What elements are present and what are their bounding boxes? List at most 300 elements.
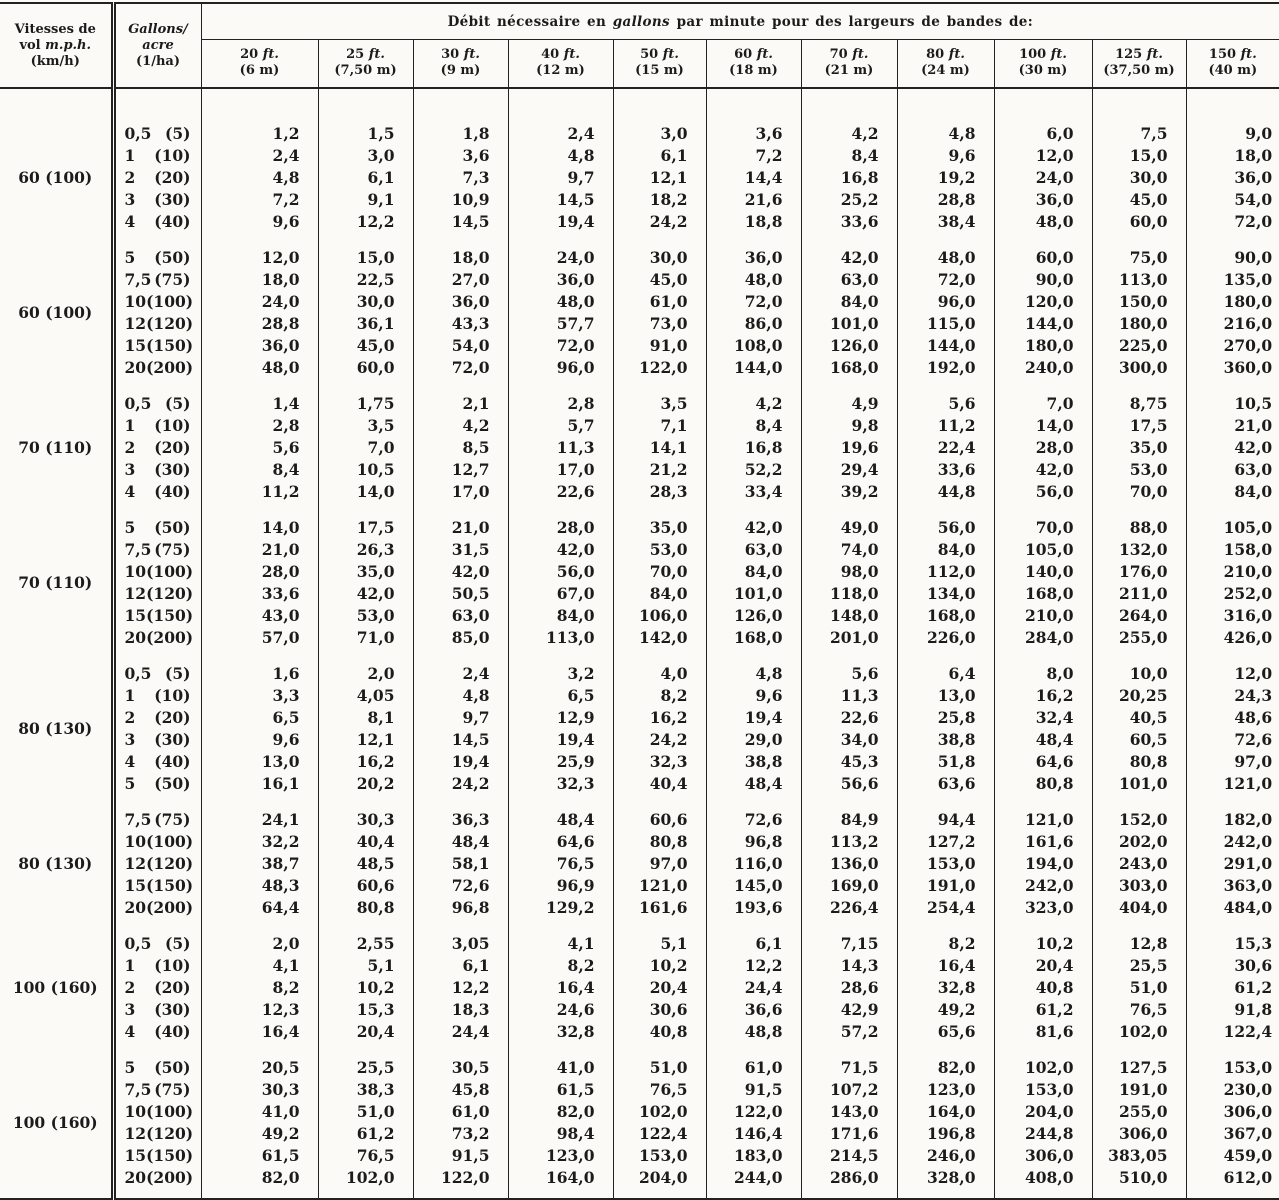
value-cell: 123,0 xyxy=(897,1079,994,1101)
value-cell: 84,0 xyxy=(508,605,613,627)
value-cell: 122,4 xyxy=(1186,1021,1279,1043)
table-row xyxy=(0,415,1279,437)
value-cell: 4,8 xyxy=(508,145,613,167)
value-cell: 102,0 xyxy=(994,1057,1092,1079)
rate-metric: (200) xyxy=(146,357,193,379)
rate-metric: (150) xyxy=(146,605,193,627)
value-cell: 90,0 xyxy=(994,269,1092,291)
value-cell: 211,0 xyxy=(1092,583,1186,605)
value-cell: 112,0 xyxy=(897,561,994,583)
group-spacer xyxy=(0,233,1279,247)
value-cell: 76,5 xyxy=(1092,999,1186,1021)
value-cell: 14,0 xyxy=(318,481,413,503)
value-cell: 7,0 xyxy=(994,393,1092,415)
value-cell: 4,1 xyxy=(508,933,613,955)
column-header-50ft xyxy=(613,40,706,89)
value-cell: 9,7 xyxy=(508,167,613,189)
spacer-cell xyxy=(897,1189,994,1199)
value-cell: 8,4 xyxy=(201,459,318,481)
table-row xyxy=(0,1145,1279,1167)
rate-metric: (75) xyxy=(154,539,190,561)
rate-cell xyxy=(113,955,201,977)
rate-metric: (5) xyxy=(165,933,190,955)
spacer-cell xyxy=(801,919,897,933)
value-cell: 42,0 xyxy=(508,539,613,561)
rate-value: 4 xyxy=(125,751,136,773)
value-cell: 7,2 xyxy=(201,189,318,211)
value-cell: 105,0 xyxy=(994,539,1092,561)
value-cell: 75,0 xyxy=(1092,247,1186,269)
value-cell: 63,6 xyxy=(897,773,994,795)
rate-cell xyxy=(113,211,201,233)
value-cell: 252,0 xyxy=(1186,583,1279,605)
value-cell: 6,5 xyxy=(508,685,613,707)
value-cell: 5,1 xyxy=(318,955,413,977)
value-cell: 20,5 xyxy=(201,1057,318,1079)
table-row xyxy=(0,955,1279,977)
value-cell: 63,0 xyxy=(1186,459,1279,481)
value-cell: 360,0 xyxy=(1186,357,1279,379)
value-cell: 98,0 xyxy=(801,561,897,583)
speed-cell: 60 (100) xyxy=(0,247,113,379)
spacer-cell xyxy=(413,379,508,393)
value-cell: 24,2 xyxy=(613,211,706,233)
value-cell: 21,2 xyxy=(613,459,706,481)
table-row xyxy=(0,809,1279,831)
value-cell: 48,0 xyxy=(201,357,318,379)
column-header-70ft xyxy=(801,40,897,89)
rate-metric: (10) xyxy=(154,145,190,167)
value-cell: 202,0 xyxy=(1092,831,1186,853)
value-cell: 17,5 xyxy=(1092,415,1186,437)
value-cell: 61,5 xyxy=(508,1079,613,1101)
spacer-cell xyxy=(613,649,706,663)
value-cell: 28,0 xyxy=(994,437,1092,459)
spacer-cell xyxy=(994,919,1092,933)
value-cell: 328,0 xyxy=(897,1167,994,1189)
value-cell: 20,25 xyxy=(1092,685,1186,707)
value-cell: 38,8 xyxy=(897,729,994,751)
rate-metric: (75) xyxy=(154,1079,190,1101)
spacer-cell xyxy=(613,379,706,393)
width-feet: 25 ft. xyxy=(319,47,413,63)
value-cell: 113,0 xyxy=(1092,269,1186,291)
spacer-cell xyxy=(0,503,113,517)
rate-cell xyxy=(113,751,201,773)
spacer-cell xyxy=(1186,1189,1279,1199)
rate-cell xyxy=(113,1145,201,1167)
value-cell: 82,0 xyxy=(508,1101,613,1123)
value-cell: 56,0 xyxy=(994,481,1092,503)
table-row xyxy=(0,1101,1279,1123)
rate-metric: (20) xyxy=(154,437,190,459)
rate-cell xyxy=(113,1167,201,1189)
value-cell: 27,0 xyxy=(413,269,508,291)
value-cell: 14,5 xyxy=(413,211,508,233)
table-row xyxy=(0,1021,1279,1043)
value-cell: 48,6 xyxy=(1186,707,1279,729)
spacer-cell xyxy=(113,1189,201,1199)
table-row xyxy=(0,663,1279,685)
speed-cell: 80 (130) xyxy=(0,663,113,795)
rate-value: 12 xyxy=(125,1123,147,1145)
rate-metric: (30) xyxy=(154,999,190,1021)
value-cell: 115,0 xyxy=(897,313,994,335)
rate-cell xyxy=(113,875,201,897)
value-cell: 24,4 xyxy=(413,1021,508,1043)
value-cell: 51,0 xyxy=(318,1101,413,1123)
value-cell: 40,4 xyxy=(318,831,413,853)
rate-cell xyxy=(113,583,201,605)
spacer-cell xyxy=(0,919,113,933)
value-cell: 70,0 xyxy=(994,517,1092,539)
table-row xyxy=(0,897,1279,919)
rate-metric: (100) xyxy=(146,831,193,853)
value-cell: 127,5 xyxy=(1092,1057,1186,1079)
table-row xyxy=(0,561,1279,583)
table-row xyxy=(0,459,1279,481)
value-cell: 30,3 xyxy=(201,1079,318,1101)
width-meters: (6 m) xyxy=(202,63,318,79)
value-cell: 426,0 xyxy=(1186,627,1279,649)
spacer-cell xyxy=(1186,379,1279,393)
value-cell: 9,6 xyxy=(201,729,318,751)
group-spacer xyxy=(0,503,1279,517)
value-cell: 5,6 xyxy=(801,663,897,685)
spacer-cell xyxy=(0,379,113,393)
value-cell: 80,8 xyxy=(994,773,1092,795)
value-cell: 72,6 xyxy=(706,809,801,831)
value-cell: 53,0 xyxy=(318,605,413,627)
value-cell: 42,0 xyxy=(413,561,508,583)
value-cell: 18,3 xyxy=(413,999,508,1021)
spacer-cell xyxy=(113,233,201,247)
value-cell: 121,0 xyxy=(994,809,1092,831)
header-line: acre xyxy=(118,38,199,54)
speed-cell: 80 (130) xyxy=(0,809,113,919)
spacer-cell xyxy=(413,1043,508,1057)
value-cell: 242,0 xyxy=(994,875,1092,897)
value-cell: 242,0 xyxy=(1186,831,1279,853)
rate-value: 3 xyxy=(125,999,136,1021)
rate-value: 3 xyxy=(125,459,136,481)
rate-cell xyxy=(113,897,201,919)
value-cell: 20,4 xyxy=(994,955,1092,977)
value-cell: 17,0 xyxy=(508,459,613,481)
rate-metric: (20) xyxy=(154,707,190,729)
value-cell: 28,6 xyxy=(801,977,897,999)
value-cell: 72,6 xyxy=(1186,729,1279,751)
column-header-125ft xyxy=(1092,40,1186,89)
spacer-cell xyxy=(318,1189,413,1199)
value-cell: 30,0 xyxy=(1092,167,1186,189)
table-row xyxy=(0,393,1279,415)
table-row xyxy=(0,831,1279,853)
value-cell: 20,4 xyxy=(318,1021,413,1043)
spacer-cell xyxy=(1092,649,1186,663)
value-cell: 230,0 xyxy=(1186,1079,1279,1101)
rate-metric: (150) xyxy=(146,875,193,897)
value-cell: 52,2 xyxy=(706,459,801,481)
width-feet: 150 ft. xyxy=(1187,47,1279,63)
value-cell: 5,1 xyxy=(613,933,706,955)
value-cell: 10,0 xyxy=(1092,663,1186,685)
spacer-cell xyxy=(318,795,413,809)
value-cell: 36,0 xyxy=(413,291,508,313)
value-cell: 50,5 xyxy=(413,583,508,605)
table-row xyxy=(0,247,1279,269)
value-cell: 84,0 xyxy=(706,561,801,583)
rate-value: 0,5 xyxy=(125,933,152,955)
value-cell: 214,5 xyxy=(801,1145,897,1167)
spacer-cell xyxy=(801,1043,897,1057)
value-cell: 12,0 xyxy=(994,145,1092,167)
value-cell: 164,0 xyxy=(897,1101,994,1123)
value-cell: 42,0 xyxy=(706,517,801,539)
value-cell: 84,0 xyxy=(897,539,994,561)
value-cell: 193,6 xyxy=(706,897,801,919)
spacer-cell xyxy=(1092,503,1186,517)
value-cell: 1,4 xyxy=(201,393,318,415)
value-cell: 35,0 xyxy=(613,517,706,539)
value-cell: 53,0 xyxy=(613,539,706,561)
spacer-cell xyxy=(508,379,613,393)
rate-cell xyxy=(113,393,201,415)
rate-value: 15 xyxy=(125,875,147,897)
rate-cell xyxy=(113,437,201,459)
value-cell: 32,3 xyxy=(613,751,706,773)
spacer-cell xyxy=(0,1043,113,1057)
rate-metric: (50) xyxy=(154,1057,190,1079)
spacer-cell xyxy=(1092,379,1186,393)
rate-cell xyxy=(113,933,201,955)
value-cell: 33,6 xyxy=(801,211,897,233)
value-cell: 182,0 xyxy=(1186,809,1279,831)
value-cell: 60,5 xyxy=(1092,729,1186,751)
value-cell: 168,0 xyxy=(897,605,994,627)
rate-value: 12 xyxy=(125,853,147,875)
spacer-cell xyxy=(508,1189,613,1199)
value-cell: 63,0 xyxy=(706,539,801,561)
spacer-cell xyxy=(897,503,994,517)
value-cell: 48,0 xyxy=(994,211,1092,233)
value-cell: 40,4 xyxy=(613,773,706,795)
value-cell: 4,2 xyxy=(706,393,801,415)
spacer-cell xyxy=(1092,88,1186,123)
spacer-cell xyxy=(318,919,413,933)
spacer-cell xyxy=(1186,795,1279,809)
value-cell: 25,5 xyxy=(1092,955,1186,977)
value-cell: 40,8 xyxy=(613,1021,706,1043)
value-cell: 7,0 xyxy=(318,437,413,459)
value-cell: 144,0 xyxy=(706,357,801,379)
spacer-cell xyxy=(201,503,318,517)
value-cell: 32,2 xyxy=(201,831,318,853)
value-cell: 8,4 xyxy=(706,415,801,437)
spacer-cell xyxy=(1092,1043,1186,1057)
value-cell: 2,8 xyxy=(201,415,318,437)
value-cell: 98,4 xyxy=(508,1123,613,1145)
rate-cell xyxy=(113,415,201,437)
table-row xyxy=(0,517,1279,539)
value-cell: 144,0 xyxy=(897,335,994,357)
table-row xyxy=(0,145,1279,167)
value-cell: 4,05 xyxy=(318,685,413,707)
rate-value: 5 xyxy=(125,773,136,795)
spacer-cell xyxy=(413,1189,508,1199)
value-cell: 121,0 xyxy=(1186,773,1279,795)
header-speed-label xyxy=(0,18,111,74)
rate-metric: (100) xyxy=(146,1101,193,1123)
spacer-cell xyxy=(113,649,201,663)
value-cell: 9,6 xyxy=(201,211,318,233)
value-cell: 60,0 xyxy=(994,247,1092,269)
rate-metric: (50) xyxy=(154,773,190,795)
value-cell: 82,0 xyxy=(201,1167,318,1189)
value-cell: 61,2 xyxy=(994,999,1092,1021)
value-cell: 102,0 xyxy=(318,1167,413,1189)
value-cell: 80,8 xyxy=(1092,751,1186,773)
group-spacer xyxy=(0,919,1279,933)
spacer-cell xyxy=(801,88,897,123)
rate-metric: (200) xyxy=(146,627,193,649)
rate-value: 4 xyxy=(125,481,136,503)
rate-value: 12 xyxy=(125,583,147,605)
value-cell: 303,0 xyxy=(1092,875,1186,897)
spacer-cell xyxy=(994,1189,1092,1199)
value-cell: 180,0 xyxy=(994,335,1092,357)
value-cell: 28,0 xyxy=(508,517,613,539)
rate-value: 7,5 xyxy=(125,539,152,561)
value-cell: 43,0 xyxy=(201,605,318,627)
speed-cell: 70 (110) xyxy=(0,517,113,649)
value-cell: 28,0 xyxy=(201,561,318,583)
value-cell: 91,5 xyxy=(413,1145,508,1167)
spacer-cell xyxy=(897,233,994,247)
value-cell: 191,0 xyxy=(897,875,994,897)
value-cell: 612,0 xyxy=(1186,1167,1279,1189)
rate-metric: (120) xyxy=(146,1123,193,1145)
value-cell: 5,6 xyxy=(201,437,318,459)
value-cell: 3,2 xyxy=(508,663,613,685)
value-cell: 39,2 xyxy=(801,481,897,503)
value-cell: 148,0 xyxy=(801,605,897,627)
spacer-cell xyxy=(113,503,201,517)
value-cell: 4,0 xyxy=(613,663,706,685)
value-cell: 36,0 xyxy=(1186,167,1279,189)
value-cell: 9,1 xyxy=(318,189,413,211)
spacer-cell xyxy=(413,649,508,663)
value-cell: 6,0 xyxy=(994,123,1092,145)
rate-value: 20 xyxy=(125,1167,147,1189)
table-row xyxy=(0,313,1279,335)
value-cell: 70,0 xyxy=(613,561,706,583)
value-cell: 2,55 xyxy=(318,933,413,955)
table-row xyxy=(0,751,1279,773)
value-cell: 45,3 xyxy=(801,751,897,773)
rate-value: 5 xyxy=(125,247,136,269)
value-cell: 91,5 xyxy=(706,1079,801,1101)
value-cell: 6,1 xyxy=(413,955,508,977)
value-cell: 5,6 xyxy=(897,393,994,415)
value-cell: 48,4 xyxy=(508,809,613,831)
rate-cell xyxy=(113,357,201,379)
width-meters: (12 m) xyxy=(509,63,613,79)
value-cell: 19,4 xyxy=(508,211,613,233)
value-cell: 60,6 xyxy=(318,875,413,897)
value-cell: 10,2 xyxy=(994,933,1092,955)
rate-value: 5 xyxy=(125,517,136,539)
rate-value: 20 xyxy=(125,897,147,919)
spacer-cell xyxy=(1092,919,1186,933)
rate-cell xyxy=(113,459,201,481)
width-feet: 50 ft. xyxy=(614,47,706,63)
value-cell: 45,0 xyxy=(1092,189,1186,211)
value-cell: 15,3 xyxy=(1186,933,1279,955)
table-row xyxy=(0,481,1279,503)
value-cell: 61,2 xyxy=(1186,977,1279,999)
spacer-cell xyxy=(613,919,706,933)
value-cell: 12,8 xyxy=(1092,933,1186,955)
value-cell: 54,0 xyxy=(413,335,508,357)
value-cell: 8,4 xyxy=(801,145,897,167)
value-cell: 49,2 xyxy=(201,1123,318,1145)
width-feet: 20 ft. xyxy=(202,47,318,63)
value-cell: 2,1 xyxy=(413,393,508,415)
rate-cell xyxy=(113,853,201,875)
value-cell: 153,0 xyxy=(613,1145,706,1167)
spacer-cell xyxy=(1186,1043,1279,1057)
table-row xyxy=(0,335,1279,357)
rate-value: 15 xyxy=(125,1145,147,1167)
rate-metric: (10) xyxy=(154,955,190,977)
value-cell: 64,6 xyxy=(508,831,613,853)
value-cell: 14,0 xyxy=(201,517,318,539)
rate-cell xyxy=(113,269,201,291)
value-cell: 97,0 xyxy=(1186,751,1279,773)
spacer-cell xyxy=(0,88,113,123)
spacer-cell xyxy=(1092,795,1186,809)
value-cell: 244,0 xyxy=(706,1167,801,1189)
rate-value: 7,5 xyxy=(125,269,152,291)
value-cell: 90,0 xyxy=(1186,247,1279,269)
value-cell: 21,0 xyxy=(1186,415,1279,437)
value-cell: 42,0 xyxy=(801,247,897,269)
value-cell: 18,0 xyxy=(201,269,318,291)
spacer-cell xyxy=(706,919,801,933)
value-cell: 30,5 xyxy=(413,1057,508,1079)
rate-cell xyxy=(113,977,201,999)
column-header-25ft xyxy=(318,40,413,89)
value-cell: 20,4 xyxy=(613,977,706,999)
rate-metric: (10) xyxy=(154,685,190,707)
value-cell: 168,0 xyxy=(706,627,801,649)
rate-value: 2 xyxy=(125,707,136,729)
value-cell: 9,6 xyxy=(897,145,994,167)
value-cell: 64,4 xyxy=(201,897,318,919)
value-cell: 316,0 xyxy=(1186,605,1279,627)
value-cell: 10,5 xyxy=(318,459,413,481)
value-cell: 171,6 xyxy=(801,1123,897,1145)
spacer-cell xyxy=(801,649,897,663)
value-cell: 19,2 xyxy=(897,167,994,189)
table-row xyxy=(0,539,1279,561)
value-cell: 12,9 xyxy=(508,707,613,729)
value-cell: 196,8 xyxy=(897,1123,994,1145)
value-cell: 17,0 xyxy=(413,481,508,503)
spacer-cell xyxy=(201,88,318,123)
value-cell: 30,3 xyxy=(318,809,413,831)
